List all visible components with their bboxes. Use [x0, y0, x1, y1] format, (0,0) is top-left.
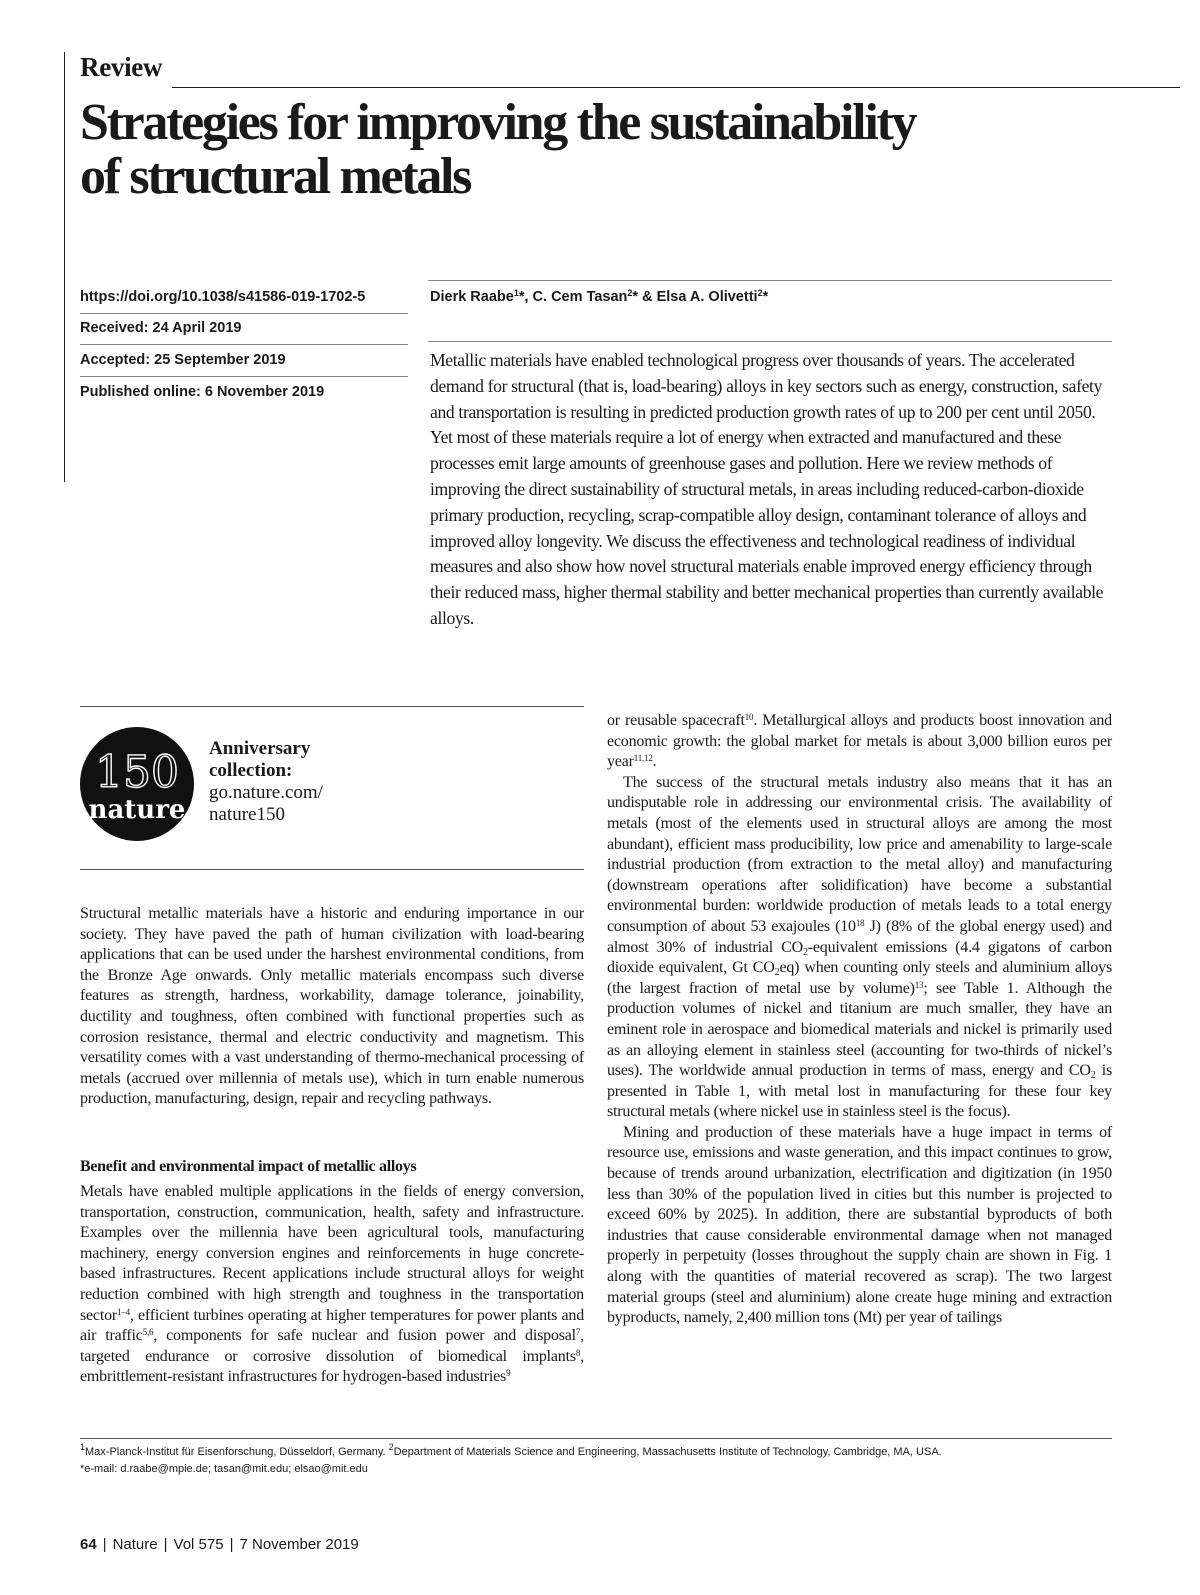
intro-paragraph: Structural metallic materials have a historic and enduring importance in our society. They have paved the path of human civilization with load-bearing applications that can be used under the harshest environmental conditions, from the Bronze Age onwards. Only metallic materials encompass such diverse features as strength, hardness, workability, damage tolerance, joinability, ductility and toughness, often combined with functional properties such as corrosion resistance, thermal and electric conductivity and magnetism. This versatility comes with a vast understanding of thermo-mechanical processing of metals (accrued over millennia of metals use), which in turn enable numerous production, manufacturing, design, repair and recycling pathways.	[80, 905, 584, 1108]
citation-ref[interactable]: 13	[914, 979, 924, 990]
section-heading: Benefit and environmental impact of metallic alloys	[80, 1158, 417, 1175]
svg-text:nature: nature	[88, 795, 186, 825]
citation-ref[interactable]: 8	[575, 1347, 581, 1358]
published-date: Published online: 6 November 2019	[80, 384, 325, 400]
received-date: Received: 24 April 2019	[80, 320, 242, 336]
accepted-date: Accepted: 25 September 2019	[80, 352, 286, 368]
anniversary-rule-bottom	[80, 869, 584, 870]
body-paragraph: Metals have enabled multiple applications in the fields of energy conversion, transportation, construction, communication, health, safety and infrastructure. Examples over the millennia have been agricultural tools, manufacturing machinery, energy conversion engines and reinforcements in huge concrete-based infrastructures. Recent applications include structural alloys for weight reduction combined with high strength and toughness in the transportation sector$^{1-4}$, efficient turbines operating at higher temperatures for power plants and air traffic$^{5,6}$, components for safe nuclear and fusion power and disposal$^7$, targeted endurance or corrosive dissolution of biomedical implants$^8$, embrittlement-resistant infrastructures for hydrogen-based industries$^9$	[80, 1183, 584, 1386]
meta-divider	[80, 313, 408, 314]
doi-link[interactable]: https://doi.org/10.1038/s41586-019-1702-5	[80, 289, 366, 305]
citation-ref[interactable]: 5,6	[142, 1327, 154, 1338]
page-number: 64	[80, 1536, 97, 1553]
abstract-rule	[428, 341, 1112, 342]
left-margin-rule	[64, 52, 65, 482]
authors-rule	[428, 280, 1112, 281]
nature-150-logo	[80, 727, 194, 841]
abstract: Metallic materials have enabled technological progress over thousands of years. The accelerated demand for structural (that is, load-bearing) alloys in key sectors such as energy, construction, safety and transportation is resulting in predicted production growth rates of up to 200 per cent until 2050. Yet most of these materials require a lot of energy when extracted and manufactured and these processes emit large amounts of greenhouse gases and pollution. Here we review methods of improving the direct sustainability of structural metals, in areas including reduced-carbon-dioxide primary production, recycling, scrap-compatible alloy design, contaminant tolerance of alloys and improved alloy longevity. We discuss the effectiveness and technological readiness of individual measures and also show how novel structural materials enable improved energy efficiency through their reduced mass, higher thermal stability and better mechanical properties than currently available alloys.	[430, 350, 1104, 628]
citation-ref[interactable]: 10	[744, 712, 754, 722]
citation-ref[interactable]: 11,12	[633, 753, 653, 764]
email-line[interactable]: *e-mail: d.raabe@mpie.de; tasan@mit.edu; elsao@mit.edu	[80, 1463, 368, 1475]
journal-name: Nature	[112, 1536, 158, 1553]
issue-date: 7 November 2019	[239, 1536, 359, 1553]
header-rule	[172, 87, 1180, 88]
citation-ref[interactable]: 9	[506, 1368, 511, 1379]
citation-ref[interactable]: 1–4	[117, 1306, 130, 1317]
nature-150-logo-icon	[80, 727, 194, 841]
meta-divider	[80, 344, 408, 345]
body-paragraph: or reusable spacecraft$^{10}$. Metallurgical alloys and products boost innovation and economic growth: the global market for metals is about 3,000 billion euros per year$^{11,12}$.	[607, 712, 1112, 771]
section-label: Review	[80, 52, 163, 82]
article-title	[80, 96, 1180, 204]
author-name[interactable]: Dierk Raabe	[430, 289, 514, 305]
body-paragraph: Mining and production of these materials have a huge impact in terms of resource use, emissions and waste generation, and this impact continues to grow, because of trends around urbanization, electrification and digitization (in 1950 less than 30% of the population lived in cities but this number is projected to exceed 60% by 2025). In addition, there are substantial byproducts of both industries that cause considerable environmental damage when not managed properly in perpetuity (losses throughout the supply chain are shown in Fig. 1 along with the quantities of material recovered as scrap). The two largest material groups (steel and aluminium) alone create huge mining and extraction byproducts, namely, 2,400 million tons (Mt) per year of tailings	[607, 1123, 1112, 1327]
meta-divider	[80, 376, 408, 377]
citation-ref[interactable]: 7	[575, 1327, 581, 1338]
right-column	[607, 711, 1112, 1329]
footnote-rule	[80, 1438, 1112, 1439]
affiliations	[80, 1444, 1120, 1478]
title-line-2: of structural metals	[80, 148, 471, 205]
anniversary-link[interactable]: go.nature.com/ nature150	[209, 782, 323, 825]
volume: Vol 575	[173, 1536, 224, 1553]
author-list: Dierk Raabe$^1$*, C. Cem Tasan$^2$* & Elsa A. Olivetti$^2$*	[430, 288, 769, 305]
body-paragraph: The success of the structural metals industry also means that it has an undisputable role in addressing our environmental crisis. The availability of metals (most of the elements used in structural alloys are among the most abundant), efficient mass producibility, low price and amenability to large-scale industrial production (from extraction to the metal alloy) and manufacturing (downstream operations after solidification) have become a substantial environmental burden: worldwide production of metals leads to a total energy consumption of about 53 exajoules ($10^{18}$ J) (8% of the global energy used) and almost 30% of industrial $CO_2$-equivalent emissions (4.4 gigatons of carbon dioxide equivalent, Gt $CO_2eq$) when counting only steels and aluminium alloys (the largest fraction of metal use by volume)$^{13}$; see Table 1. Although the production volumes of nickel and titanium are much smaller, they have an eminent role in aerospace and biomedical materials and nickel is primarily used as an alloying element in stainless steel (accounting for two-thirds of nickel’s uses). The worldwide annual production in terms of mass, energy and $CO_2$ is presented in Table 1, with metal lost in manufacturing for these four key structural metals (where nickel use in stainless steel is the focus).	[607, 773, 1113, 1121]
affiliation-line: $^1$Max-Planck-Institut für Eisenforschung, Düsseldorf, Germany. $^2$Department of Materials Science and Engineering, Massachusetts Institute of Technology, Cambridge, MA, USA.	[80, 1442, 942, 1458]
author-name[interactable]: C. Cem Tasan	[532, 289, 628, 305]
anniversary-rule-top	[80, 706, 584, 707]
anniversary-callout	[209, 738, 449, 826]
page-footer: 64 | Nature | Vol 575 | 7 November 2019	[80, 1536, 359, 1553]
svg-text:150: 150	[95, 747, 179, 798]
title-line-1: Strategies for improving the sustainability	[80, 94, 916, 151]
author-name[interactable]: Elsa A. Olivetti	[656, 289, 758, 305]
anniversary-title: Anniversary collection:	[209, 738, 311, 781]
